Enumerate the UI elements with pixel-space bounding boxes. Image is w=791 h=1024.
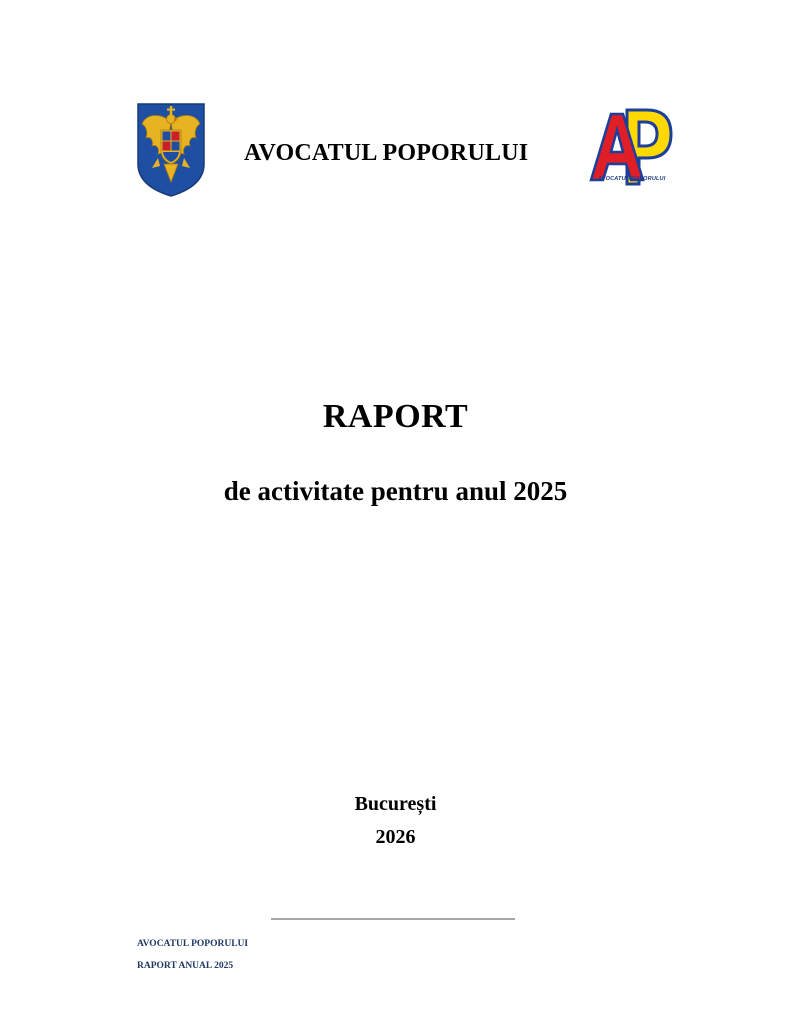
footer-institution: AVOCATUL POPORULUI [137, 939, 249, 949]
institution-name: AVOCATUL POPORULUI [244, 140, 529, 166]
year: 2026 [375, 826, 416, 848]
coat-of-arms-icon [136, 102, 206, 198]
footer-report-label: RAPORT ANUAL 2025 [137, 961, 234, 971]
footer-divider [271, 918, 515, 920]
logo-caption: AVOCATUL POPORULUI [598, 176, 666, 182]
report-title: RAPORT [322, 398, 469, 435]
city: București [354, 793, 437, 815]
report-subtitle: de activitate pentru anul 2025 [223, 476, 568, 506]
